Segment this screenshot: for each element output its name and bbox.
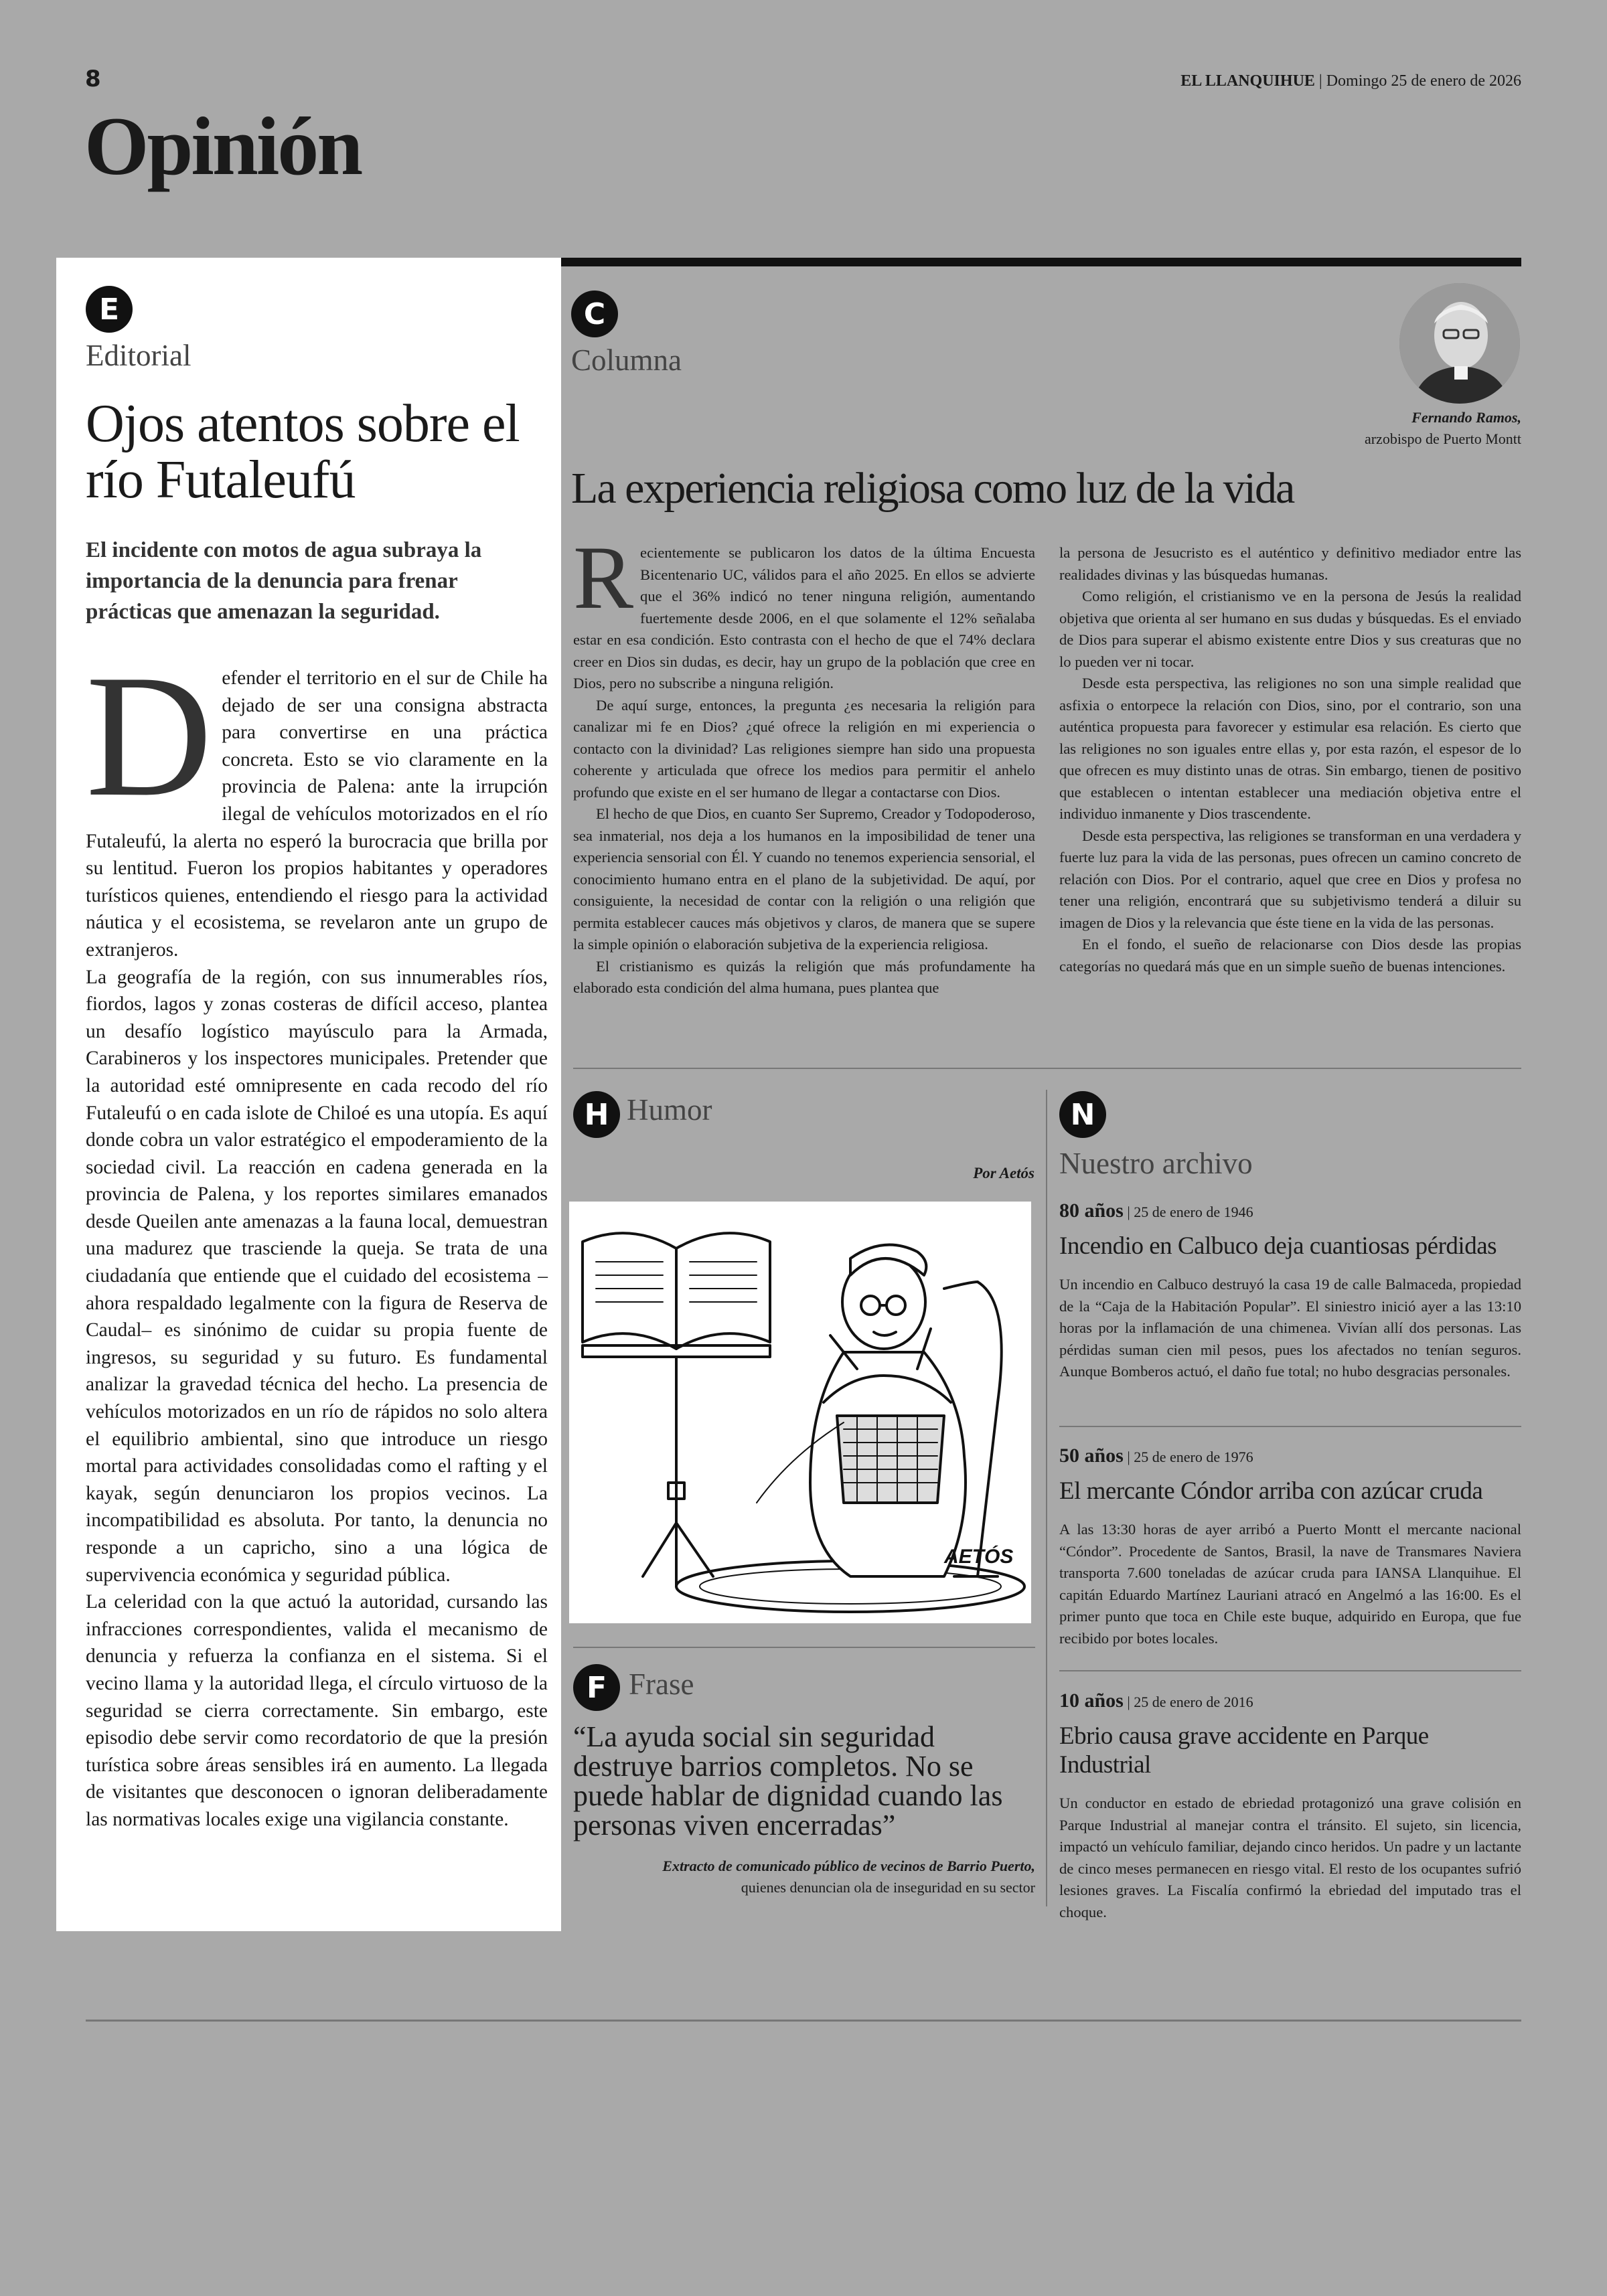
editorial-badge: E: [86, 286, 133, 333]
author-name: Fernando Ramos,: [1411, 409, 1521, 426]
editorial-dek: El incidente con motos de agua subraya la importancia de la denuncia para frenar prácticas que amenazan la seguridad.: [86, 538, 482, 624]
section-title: Opinión: [84, 100, 362, 192]
column-headline: La experiencia religiosa como luz de la vida: [571, 464, 1294, 513]
archivo-text: Un conductor en estado de ebriedad protagonizó una grave colisión en Parque Industrial al manejar contra el tránsito. El sujeto, sin licencia, impactó un vehículo familiar, dejando cinco heridos. Un padre y un lactante de cinco meses permanecen en riesgo vital. El resto de los ocupantes sufrió lesiones graves. La Fiscalía confirmó la ebriedad del imputado tras el choque.: [1059, 1795, 1521, 1920]
archivo-title: Incendio en Calbuco deja cuantiosas pérdidas: [1059, 1232, 1497, 1260]
archivo-years: 50 años: [1059, 1445, 1124, 1467]
bottom-rule: [86, 2020, 1521, 2022]
publication-name: EL LLANQUIHUE: [1180, 72, 1315, 90]
archivo-date: 50 años | 25 de enero de 1976: [1059, 1445, 1253, 1467]
author-portrait: [1399, 283, 1520, 404]
archivo-years: 80 años: [1059, 1200, 1124, 1222]
column-paragraph: El hecho de que Dios, en cuanto Ser Supremo, Creador y Todopoderoso, sea inmaterial, nos deja a los humanos en la imposibilidad de tener una experiencia sensorial con Él. Y cuando no tenemos experiencia sensorial, el conocimiento humano entra en el plano de la subjetividad. De aquí, por consiguiente, la necesidad de contar con la religión o una religión que permita establecer cauces más objetivos y claros, de manera que se supere la simple opinión o elaboración subjetiva de la experiencia religiosa.: [573, 805, 1035, 953]
cartoon-signature: AETÓS: [944, 1546, 1014, 1568]
column-paragraph: En el fondo, el sueño de relacionarse con Dios desde las propias categorías no quedará más que en un simple sueño de buenas intenciones.: [1059, 936, 1521, 975]
archivo-item: [1059, 1445, 1521, 1649]
frase-badge: F: [573, 1664, 620, 1711]
editorial-paragraph: La celeridad con la que actuó la autoridad, cursando las infracciones correspondientes, valida el mecanismo de denuncia y refuerza la confianza en el sistema. Si el vecino llama y la autoridad llega, el círculo virtuoso de la seguridad se cierra correctamente. Sin embargo, este episodio debe servir como recordatorio de que la presión turística sobre áreas sensibles irá en aumento. La llegada de visitantes que desconocen o ignoran deliberadamente las normativas locales exige una vigilancia constante.: [86, 1591, 548, 1830]
editorial-headline: Ojos atentos sobre el río Futaleufú: [86, 394, 520, 509]
column-author: [1365, 407, 1521, 450]
masthead: EL LLANQUIHUE | Domingo 25 de enero de 2026: [1180, 72, 1521, 90]
archivo-item: [1059, 1200, 1521, 1383]
archivo-date: 80 años | 25 de enero de 1946: [1059, 1200, 1253, 1222]
archivo-date-text: 25 de enero de 1976: [1134, 1449, 1253, 1465]
archivo-divider: [1059, 1670, 1521, 1671]
column-badge: C: [571, 291, 618, 337]
frase-source-line: quienes denuncian ola de inseguridad en su sector: [741, 1879, 1035, 1896]
archivo-divider: [1059, 1426, 1521, 1427]
column-kicker: Columna: [571, 343, 682, 377]
humor-badge: H: [573, 1091, 620, 1138]
column-text-right: [1059, 542, 1521, 977]
archivo-text: Un incendio en Calbuco destruyó la casa 19 de calle Balmaceda, propiedad de la “Caja de la Habitación Popular”. El siniestro inició ayer a las 13:10 horas por la inflamación de una chimenea. Vivían allí dos personas. Las pérdidas suman cien mil pesos, pues los afectados no tenían seguros. Aunque Bomberos actuó, el daño fue total; no hubo desgracias personales.: [1059, 1276, 1521, 1380]
editorial-body: [86, 639, 548, 1833]
editorial-dropcap: D: [86, 639, 213, 833]
column-paragraph: la persona de Jesucristo es el auténtico y definitivo mediador entre las realidades divinas y las búsquedas humanas.: [1059, 544, 1521, 583]
column-paragraph: ecientemente se publicaron los datos de la última Encuesta Bicentenario UC, válidos para el año 2025. En ellos se advierte que el 36% indicó no tener ninguna religión, aumentando fuertemente desde 2006, en el que solamente el 12% señalaba estar en esa condición. Esto contrasta con el hecho de que el 74% declara creer en Dios sin dudas, es decir, hay un grupo de la población que cree en Dios, pero no subscribe a ninguna religión.: [573, 544, 1035, 691]
frase-kicker: Frase: [629, 1667, 694, 1701]
frase-source: [573, 1856, 1035, 1898]
archivo-item: [1059, 1690, 1521, 1923]
editorial-kicker: Editorial: [86, 339, 192, 372]
editorial-paragraph: efender el territorio en el sur de Chile ha dejado de ser una consigna abstracta para convertirse en una práctica concreta. Esto se vio claramente en la provincia de Palena: ante la irrupción ilegal de vehículos motorizados en el río Futaleufú, la alerta no esperó la burocracia que brilla por su lentitud. Fueron los propios habitantes y operadores turísticos quienes, entendiendo el riesgo para la actividad náutica y el ecosistema, se revelaron ante un grupo de extranjeros.: [86, 667, 548, 961]
humor-byline: Por Aetós: [973, 1165, 1035, 1181]
column-divider: [1046, 1090, 1047, 1906]
humor-kicker: Humor: [627, 1093, 712, 1127]
archivo-badge: N: [1059, 1091, 1106, 1138]
column-dropcap: R: [573, 528, 634, 628]
archivo-text: A las 13:30 horas de ayer arribó a Puerto Montt el mercante nacional “Cóndor”. Procedente de Santos, Brasil, la nave de Transmares Naviera transporta 7.600 toneladas de azúcar cruda para IANSA Llanquihue. El capitán Eduardo Martínez Lauriani atracó en Angelmó a las 16:00. Es el primer punto que toca en Chile este buque, adquirido en Europa, que fue recibido por botes locales.: [1059, 1521, 1521, 1647]
author-role: arzobispo de Puerto Montt: [1364, 430, 1521, 447]
column-paragraph: El cristianismo es quizás la religión que más profundamente ha elaborado esta condición del alma humana, pues plantea que: [573, 957, 1035, 996]
frase-quote: “La ayuda social sin seguridad destruye barrios completos. No se puede hablar de dignidad cuando las personas viven encerradas”: [573, 1720, 1003, 1841]
frase-source-line: Extracto de comunicado público de vecinos de Barrio Puerto,: [662, 1858, 1035, 1874]
editorial-column: [56, 258, 561, 1931]
humor-divider: [573, 1647, 1035, 1648]
cartoon-drawing: [569, 1202, 1031, 1623]
column-paragraph: Desde esta perspectiva, las religiones no son una simple realidad que asfixia o entorpece la relación con Dios, sino, por el contrario, son una auténtica propuesta para favorecer y estimular esa relación. Es cierto que las religiones no son iguales entre ellas y, por esta razón, el espesor de lo que ofrecen es muy distinto unas de otras. Sin embargo, tienen de positivo que establecen o intentan establecer una mediación objetiva entre el individuo inmanente y Dios trascendente.: [1059, 675, 1521, 822]
archivo-date-text: 25 de enero de 2016: [1134, 1694, 1253, 1710]
archivo-years: 10 años: [1059, 1690, 1124, 1712]
archivo-date-text: 25 de enero de 1946: [1134, 1204, 1253, 1220]
column-paragraph: Desde esta perspectiva, las religiones se transforman en una verdadera y fuerte luz para la vida de las personas, pues ofrecen un camino concreto de relación con Dios. Por el contrario, aquel que cree en Dios y profesa no tener una religión, encontrará que su subjetivismo tenderá a diluir su imagen de Dios y la relevancia que éste tiene en la vida de las personas.: [1059, 827, 1521, 931]
editorial-paragraph: La geografía de la región, con sus innumerables ríos, fiordos, lagos y zonas costeras de difícil acceso, plantea un desafío logístico mayúsculo para la Armada, Carabineros y los inspectores municipales. Pretender que la autoridad esté omnipresente en cada recodo del río Futaleufú o en cada islote de Chiloé es una utopía. Es aquí donde cobra un valor estratégico el empoderamiento de la sociedad civil. La reacción en cadena generada en la provincia de Palena, y los reportes similares emanados desde Queilen ante amenazas a la fauna local, demuestran una madurez que trasciende la queja. Se trata de una ciudadanía que entiende que el cuidado del ecosistema –ahora respaldado legalmente con la figura de Reserva de Caudal– es sinónimo de cuidar su propia fuente de ingresos, su seguridad y su futuro. Es fundamental analizar la gravedad técnica del hecho. La presencia de vehículos motorizados en un río de rápidos no solo altera el equilibrio ambiental, sino que introduce un riesgo mortal para actividades consolidadas como el rafting y el kayak, según denunciaron los propios vecinos. La incompatibilidad es absoluta. Por tanto, la denuncia no responde a un capricho, sino a una lógica de supervivencia económica y seguridad pública.: [86, 966, 548, 1586]
humor-cartoon: [569, 1202, 1031, 1623]
issue-date: Domingo 25 de enero de 2026: [1326, 72, 1521, 90]
archivo-date: 10 años | 25 de enero de 2016: [1059, 1690, 1253, 1712]
archivo-kicker: Nuestro archivo: [1059, 1147, 1253, 1180]
archivo-title: Ebrio causa grave accidente en Parque Industrial: [1059, 1722, 1429, 1779]
column-text-left: [573, 528, 1035, 999]
page-number: 8: [85, 66, 101, 92]
portrait-image: [1399, 283, 1520, 404]
column-paragraph: De aquí surge, entonces, la pregunta ¿es necesaria la religión para canalizar mi fe en Dios? ¿qué ofrece la religión en mi experiencia o contacto con la divinidad? Las religiones siempre han sido una propuesta coherente y articulada que ofrece los medios para permitir el anhelo profundo que existe en el ser humano de llegar a contactarse con Dios.: [573, 696, 1035, 801]
archivo-title: El mercante Cóndor arriba con azúcar cruda: [1059, 1477, 1483, 1505]
column-paragraph: Como religión, el cristianismo ve en la persona de Jesús la realidad objetiva que orienta al ser humano en sus dudas y búsquedas. Es el enviado de Dios para superar el abismo existente entre Dios y sus creaturas que no lo pueden ver ni tocar.: [1059, 588, 1521, 670]
section-divider: [573, 1068, 1521, 1069]
